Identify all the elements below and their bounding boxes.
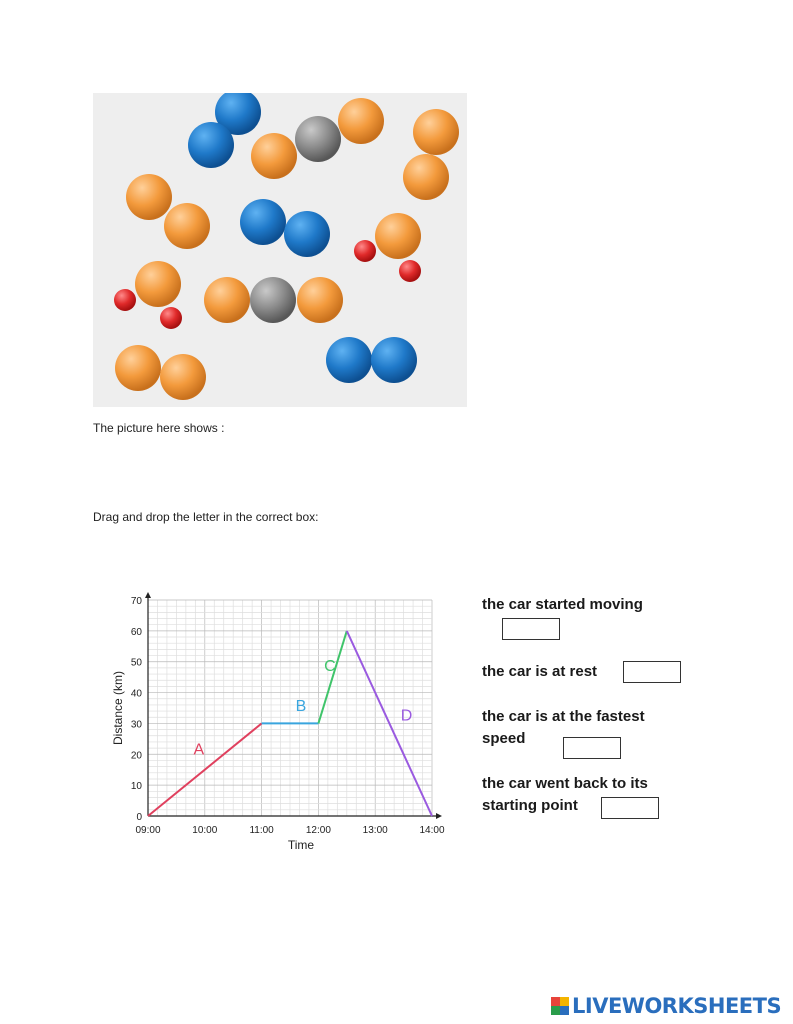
x-axis-arrow — [436, 813, 442, 819]
y-tick-label: 60 — [130, 626, 142, 638]
statement-text-line2: speed — [482, 730, 526, 747]
red-atom — [399, 260, 421, 282]
orange-atom — [204, 277, 250, 323]
orange-atom — [164, 203, 210, 249]
x-tick-label: 09:00 — [135, 825, 161, 836]
picture-prompt: The picture here shows : — [93, 421, 225, 435]
grey-atom — [295, 116, 341, 162]
statement-at-rest — [482, 661, 597, 683]
y-tick-label: 50 — [130, 657, 142, 669]
y-tick-label: 30 — [130, 719, 142, 731]
orange-atom — [126, 174, 172, 220]
y-tick-label: 40 — [130, 688, 142, 700]
x-axis-label: Time — [287, 838, 315, 850]
liveworksheets-brand — [551, 994, 781, 1018]
grey-atom — [250, 277, 296, 323]
y-tick-labels — [131, 596, 143, 823]
series-segment-c — [318, 631, 346, 724]
statement-text: the car is at the fastest — [482, 708, 645, 725]
orange-atom — [375, 213, 421, 259]
x-tick-label: 14:00 — [419, 825, 445, 836]
blue-atom — [188, 122, 234, 168]
orange-atom — [338, 98, 384, 144]
drop-box-went-back[interactable] — [601, 797, 659, 819]
red-atom — [354, 240, 376, 262]
red-atom — [114, 289, 136, 311]
y-tick-label: 70 — [130, 596, 142, 607]
y-axis-arrow — [145, 592, 151, 598]
blue-atom — [240, 199, 286, 245]
orange-atom — [403, 154, 449, 200]
segment-label-d: D — [400, 707, 413, 725]
y-tick-label: 20 — [130, 750, 142, 762]
orange-atom — [251, 133, 297, 179]
orange-atom — [297, 277, 343, 323]
blue-atom — [371, 337, 417, 383]
statement-text-line2: starting point — [482, 797, 578, 814]
y-tick-label: 0 — [136, 812, 142, 823]
statement-text: the car went back to its — [482, 775, 648, 792]
segment-labels — [193, 658, 412, 758]
orange-atom — [160, 354, 206, 400]
blue-atom — [284, 211, 330, 257]
x-tick-label: 10:00 — [192, 825, 218, 836]
particle-picture — [93, 93, 467, 407]
brand-name: LIVEWORKSHEETS — [572, 994, 782, 1018]
drag-instruction: Drag and drop the letter in the correct box: — [93, 510, 319, 524]
distance-time-chart — [100, 590, 460, 850]
segment-label-c: C — [324, 657, 336, 675]
x-tick-label: 13:00 — [362, 825, 388, 836]
blue-atom — [326, 337, 372, 383]
chart-grid — [148, 600, 432, 816]
x-tick-labels — [135, 825, 444, 836]
x-tick-label: 12:00 — [305, 825, 331, 836]
y-tick-label: 10 — [130, 781, 142, 793]
drop-box-started-moving[interactable] — [502, 618, 560, 640]
orange-atom — [413, 109, 459, 155]
segment-label-b: B — [295, 698, 307, 716]
drop-box-at-rest[interactable] — [623, 661, 681, 683]
x-tick-label: 11:00 — [249, 825, 274, 836]
y-axis-label: Distance (km) — [111, 670, 125, 746]
orange-atom — [115, 345, 161, 391]
segment-label-a: A — [193, 741, 205, 759]
statement-text: the car is at rest — [482, 663, 598, 680]
red-atom — [160, 307, 182, 329]
particle-svg — [93, 93, 467, 407]
drop-box-fastest-speed[interactable] — [563, 737, 621, 759]
orange-atom — [135, 261, 181, 307]
statement-text: the car started moving — [482, 596, 643, 613]
brand-logo-icon — [551, 997, 569, 1015]
statement-started-moving — [482, 594, 643, 616]
